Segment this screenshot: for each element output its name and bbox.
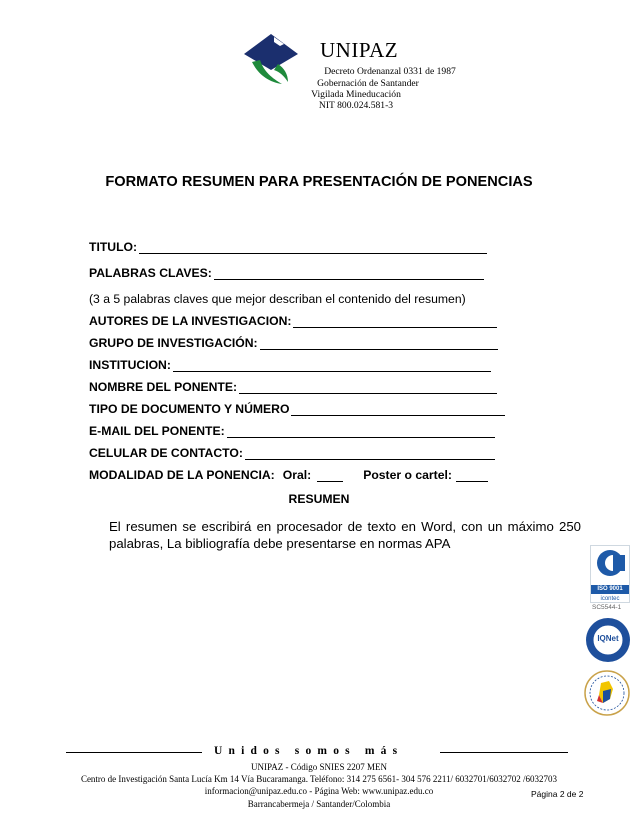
resumen-text: El resumen se escribirá en procesador de texto en Word, con un máximo 250 palabras, La bibliografía debe presentarse en normas APA [109, 519, 581, 551]
field-celular-label: CELULAR DE CONTACTO: [89, 446, 243, 460]
footer-location: Barrancabermeja / Santander/Colombia [247, 799, 391, 809]
poster-label: Poster o cartel: [363, 468, 452, 482]
oral-line[interactable] [317, 470, 343, 482]
field-grupo-line[interactable] [260, 338, 498, 350]
field-titulo-label: TITULO: [89, 240, 138, 254]
iso-label: ISO 9001 [591, 585, 629, 594]
field-email-label: E-MAIL DEL PONENTE: [89, 424, 225, 438]
brand-name: UNIPAZ [320, 38, 399, 62]
header-governorship: Gobernación de Santander [317, 78, 419, 89]
accreditation-seal-icon [583, 669, 631, 717]
iso-certification-seal [590, 545, 630, 603]
icontec-logo-icon [591, 546, 629, 580]
footer-contact: informacion@unipaz.edu.co - Página Web: www.unipaz.edu.co [204, 786, 434, 796]
header-supervision: Vigilada Mineducación [311, 89, 401, 100]
footer-rule-left [66, 752, 202, 753]
icontec-label: icontec [600, 596, 620, 602]
footer-address: Centro de Investigación Santa Lucía Km 14 Vía Bucaramanga. Teléfono: 314 275 6561- 304 576 2211/ 6032701/6032702 /6032703 [80, 774, 558, 784]
page-number: Página 2 de 2 [531, 789, 584, 799]
iqnet-label: IQNet [597, 634, 619, 643]
field-nombre-ponente[interactable] [89, 380, 497, 394]
poster-line[interactable] [456, 470, 488, 482]
field-grupo-label: GRUPO DE INVESTIGACIÓN: [89, 336, 258, 350]
footer-snies: UNIPAZ - Código SNIES 2207 MEN [251, 762, 387, 772]
field-autores[interactable] [89, 314, 497, 328]
field-modalidad-label: MODALIDAD DE LA PONENCIA: [89, 468, 275, 482]
field-titulo[interactable] [89, 240, 487, 254]
keywords-note: (3 a 5 palabras claves que mejor describan el contenido del resumen) [89, 292, 466, 306]
field-grupo[interactable] [89, 336, 498, 350]
field-nombre-ponente-label: NOMBRE DEL PONENTE: [89, 380, 238, 394]
footer-rule-right [440, 752, 568, 753]
certification-code: SC5544-1 [592, 604, 622, 611]
header-decree: Decreto Ordenanzal 0331 de 1987 [324, 66, 456, 77]
field-tipo-documento[interactable] [89, 402, 505, 416]
footer-motto: Unidos somos más [214, 745, 404, 757]
field-tipo-documento-line[interactable] [291, 404, 505, 416]
header-nit: NIT 800.024.581-3 [318, 100, 394, 111]
field-titulo-line[interactable] [139, 242, 487, 254]
field-institucion[interactable] [89, 358, 491, 372]
document-title: FORMATO RESUMEN PARA PRESENTACIÓN DE PONENCIAS [105, 174, 533, 190]
field-palabras-claves[interactable] [89, 266, 484, 280]
field-tipo-documento-label: TIPO DE DOCUMENTO Y NÚMERO [89, 402, 290, 416]
field-palabras-claves-line[interactable] [214, 268, 484, 280]
field-autores-label: AUTORES DE LA INVESTIGACION: [89, 314, 292, 328]
field-institucion-line[interactable] [173, 360, 491, 372]
oral-label: Oral: [282, 468, 312, 482]
field-modalidad [89, 468, 488, 482]
field-institucion-label: INSTITUCION: [89, 358, 171, 372]
resumen-heading: RESUMEN [288, 492, 350, 506]
field-nombre-ponente-line[interactable] [239, 382, 497, 394]
field-celular[interactable] [89, 446, 495, 460]
field-email-line[interactable] [227, 426, 495, 438]
field-palabras-claves-label: PALABRAS CLAVES: [89, 266, 212, 280]
field-email[interactable] [89, 424, 495, 438]
field-autores-line[interactable] [293, 316, 497, 328]
field-celular-line[interactable] [245, 448, 495, 460]
